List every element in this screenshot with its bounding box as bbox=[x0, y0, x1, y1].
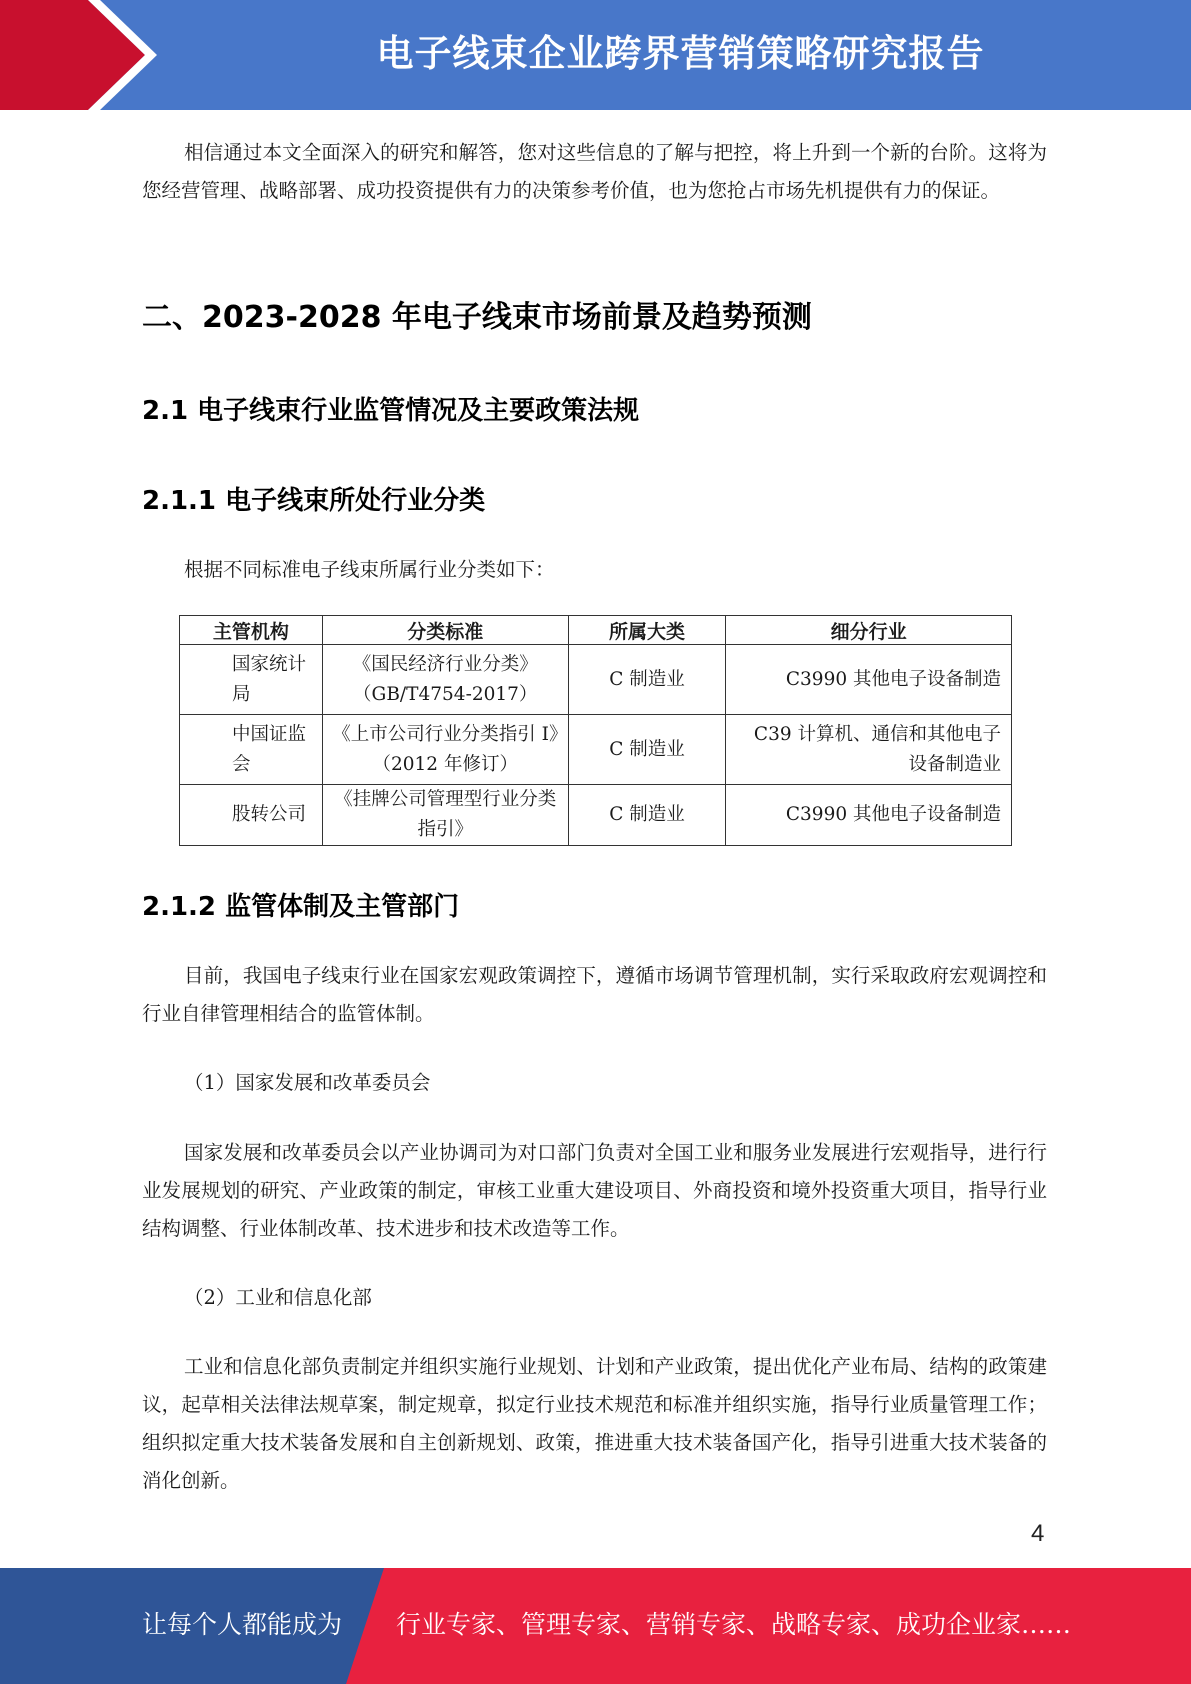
table-header-cell: 细分行业 bbox=[726, 616, 1012, 645]
table-header-cell: 所属大类 bbox=[568, 616, 726, 645]
table-cell-category: C 制造业 bbox=[568, 645, 726, 715]
table-cell-org: 股转公司 bbox=[180, 785, 323, 846]
table-cell-standard: 《国民经济行业分类》（GB/T4754-2017） bbox=[322, 645, 568, 715]
table-cell-subindustry: C3990 其他电子设备制造 bbox=[726, 785, 1012, 846]
footer-slogan-left: 让每个人都能成为 bbox=[142, 1610, 343, 1639]
document-title: 电子线束企业跨界营销策略研究报告 bbox=[376, 32, 985, 75]
table-cell-standard: 《挂牌公司管理型行业分类指引》 bbox=[322, 785, 568, 846]
table-header-cell: 主管机构 bbox=[180, 616, 323, 645]
table-cell-subindustry: C3990 其他电子设备制造 bbox=[726, 645, 1012, 715]
table-cell-org: 中国证监会 bbox=[180, 715, 323, 785]
intro-paragraph: 相信通过本文全面深入的研究和解答，您对这些信息的了解与把控，将上升到一个新的台阶。这将为您经营管理、战略部署、成功投资提供有力的决策参考价值，也为您抢占市场先机提供有力的保证。 bbox=[142, 141, 1047, 202]
footer-slogan-right: 行业专家、管理专家、营销专家、战略专家、成功企业家…… bbox=[396, 1610, 1072, 1639]
table-cell-category: C 制造业 bbox=[568, 715, 726, 785]
list-item-ndrc: （1）国家发展和改革委员会 bbox=[184, 1071, 431, 1094]
page-number: 4 bbox=[1031, 1520, 1045, 1547]
table-header-cell: 分类标准 bbox=[322, 616, 568, 645]
industry-classification-table bbox=[179, 615, 1012, 846]
ndrc-paragraph: 国家发展和改革委员会以产业协调司为对口部门负责对全国工业和服务业发展进行宏观指导，进行行业发展规划的研究、产业政策的制定，审核工业重大建设项目、外商投资和境外投资重大项目，指导行业结构调整、行业体制改革、技术进步和技术改造等工作。 bbox=[142, 1141, 1047, 1240]
header-arrow-decoration bbox=[0, 0, 160, 110]
table-cell-org: 国家统计局 bbox=[180, 645, 323, 715]
header-banner bbox=[0, 0, 1191, 110]
regulation-paragraph: 目前，我国电子线束行业在国家宏观政策调控下，遵循市场调节管理机制，实行采取政府宏观调控和行业自律管理相结合的监管体制。 bbox=[142, 964, 1047, 1025]
miit-paragraph: 工业和信息化部负责制定并组织实施行业规划、计划和产业政策，提出优化产业布局、结构的政策建议，起草相关法律法规草案，制定规章，拟定行业技术规范和标准并组织实施，指导行业质量管理工作；组织拟定重大技术装备发展和自主创新规划、政策，推进重大技术装备国产化，指导引进重大技术装备的消化创新。 bbox=[142, 1355, 1047, 1492]
table-intro-text: 根据不同标准电子线束所属行业分类如下： bbox=[184, 558, 555, 581]
table-row bbox=[180, 715, 1012, 785]
table-header-row bbox=[180, 616, 1012, 645]
section-heading: 二、2023-2028 年电子线束市场前景及趋势预测 bbox=[142, 300, 812, 335]
list-item-miit: （2）工业和信息化部 bbox=[184, 1286, 372, 1309]
table-cell-category: C 制造业 bbox=[568, 785, 726, 846]
table-row bbox=[180, 645, 1012, 715]
subsection-heading-2-1: 2.1 电子线束行业监管情况及主要政策法规 bbox=[142, 396, 640, 426]
footer-banner bbox=[0, 1568, 1191, 1684]
subsection-heading-2-1-2: 2.1.2 监管体制及主管部门 bbox=[142, 892, 460, 922]
subsection-heading-2-1-1: 2.1.1 电子线束所处行业分类 bbox=[142, 486, 486, 516]
table-cell-standard: 《上市公司行业分类指引 I》（2012 年修订） bbox=[322, 715, 568, 785]
table-cell-subindustry: C39 计算机、通信和其他电子 设备制造业 bbox=[726, 715, 1012, 785]
table-row bbox=[180, 785, 1012, 846]
